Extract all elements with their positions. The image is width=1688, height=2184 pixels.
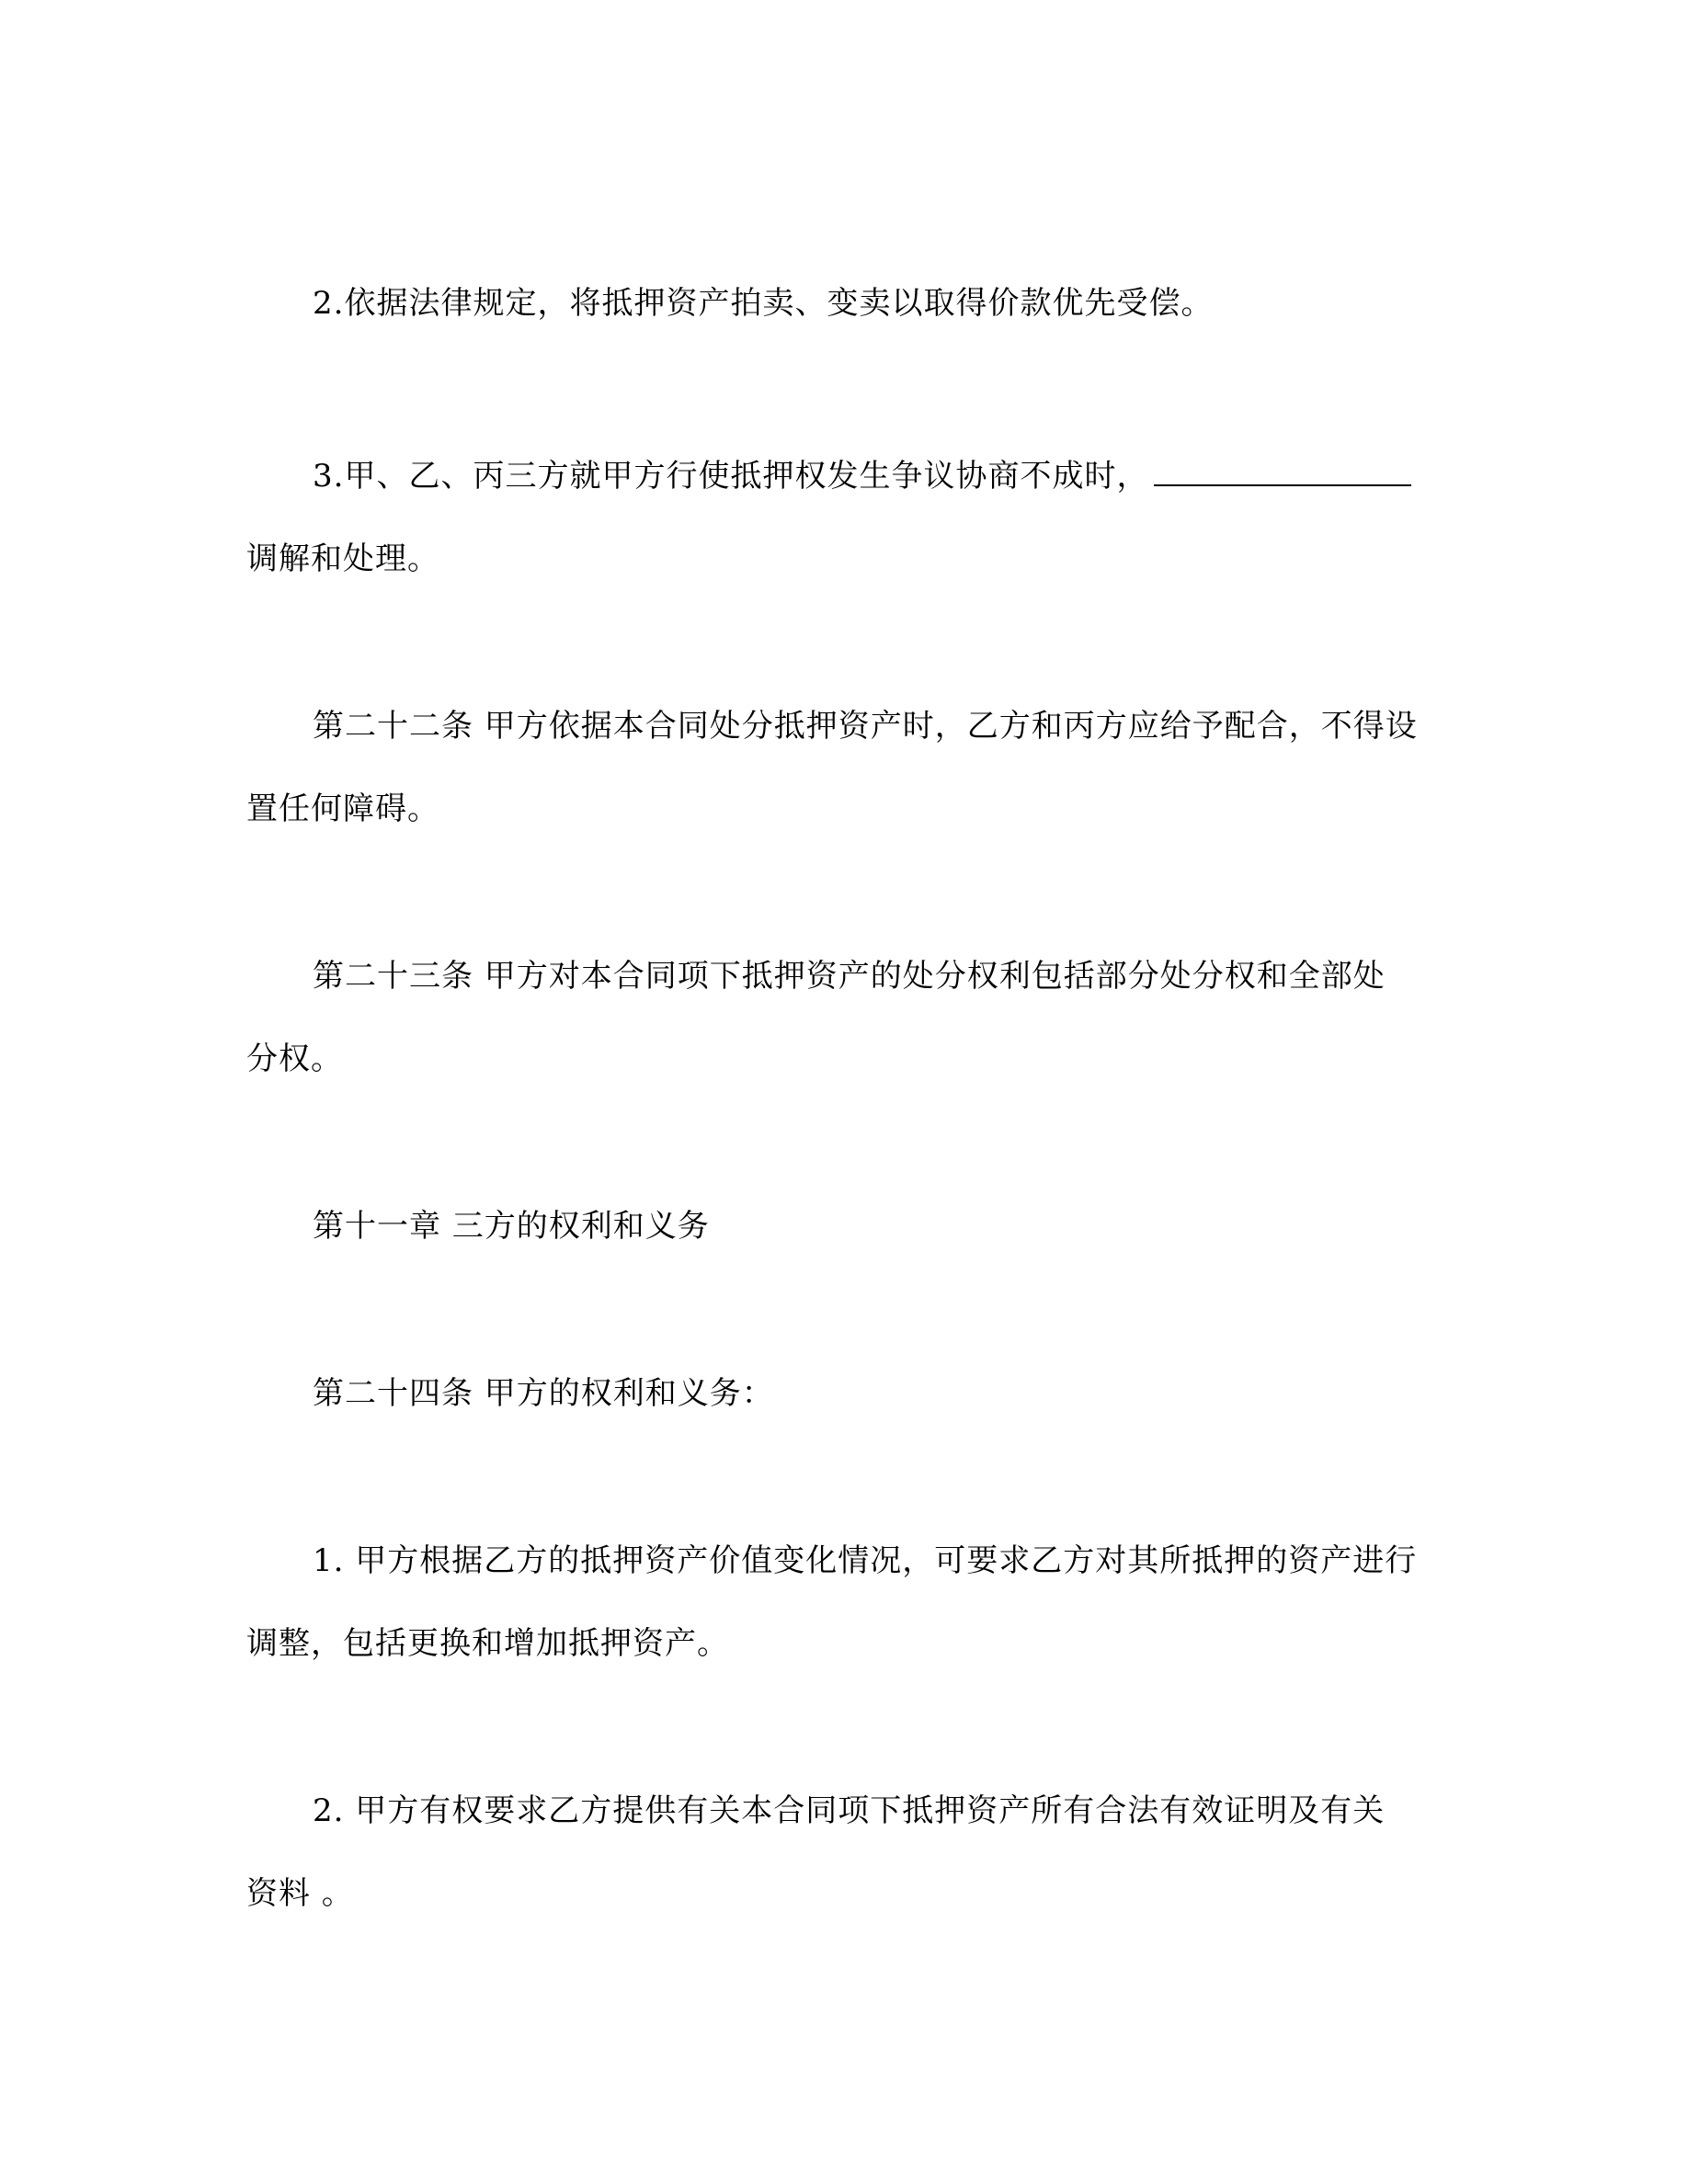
- chapter-11-heading: 第十一章 三方的权利和义务: [313, 1208, 710, 1245]
- paragraph-article-24-heading: 第二十四条 甲方的权利和义务：: [313, 1375, 774, 1412]
- paragraph-article-22-line-1: 第二十二条 甲方依据本合同处分抵押资产时，乙方和丙方应给予配合，不得设: [313, 708, 1418, 745]
- paragraph-item-2-line-1: 2. 甲方有权要求乙方提供有关本合同项下抵押资产所有合法有效证明及有关: [313, 1792, 1386, 1829]
- paragraph-item-2-line-2: 资料 。: [246, 1875, 354, 1912]
- paragraph-clause-3-line-1: [313, 456, 1411, 496]
- paragraph-item-1-line-2: 调整，包括更换和增加抵押资产。: [246, 1625, 729, 1662]
- paragraph-article-23-line-2: 分权。: [246, 1041, 343, 1077]
- paragraph-clause-3-line-2: 调解和处理。: [246, 540, 439, 577]
- paragraph-clause-3-text: 3.甲、乙、丙三方就甲方行使抵押权发生争议协商不成时，: [313, 458, 1149, 495]
- paragraph-article-22-line-2: 置任何障碍。: [246, 791, 439, 827]
- paragraph-article-23-line-1: 第二十三条 甲方对本合同项下抵押资产的处分权利包括部分处分权和全部处: [313, 958, 1386, 995]
- fill-in-blank: [1154, 457, 1411, 486]
- paragraph-clause-2-line-1: 2.依据法律规定，将抵押资产拍卖、变卖以取得价款优先受偿。: [313, 285, 1214, 322]
- paragraph-item-1-line-1: 1. 甲方根据乙方的抵押资产价值变化情况，可要求乙方对其所抵押的资产进行: [313, 1542, 1418, 1579]
